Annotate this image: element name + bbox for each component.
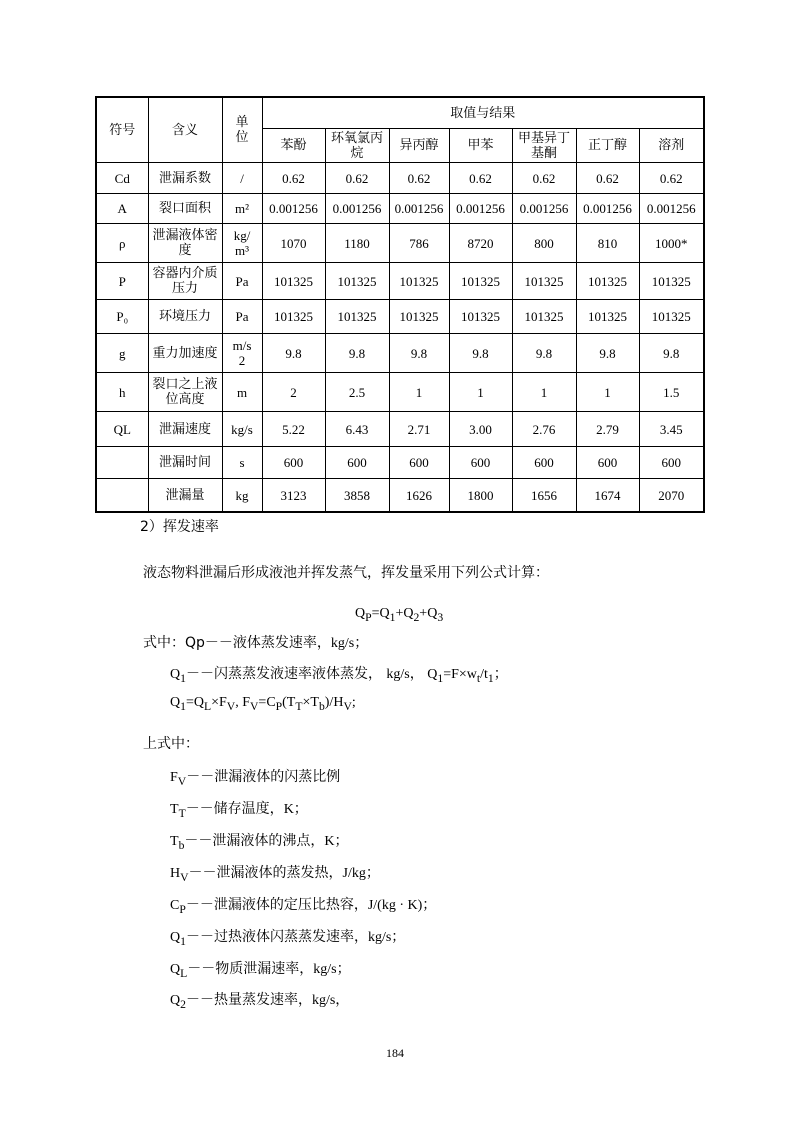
value-cell: 600 (449, 447, 512, 479)
symbol-cell: h (96, 373, 148, 412)
value-cell: 2.79 (576, 412, 639, 447)
value-cell: 786 (389, 224, 449, 263)
meaning-cell: 泄漏系数 (148, 163, 222, 194)
unit-cell: kg/ m³ (222, 224, 262, 263)
value-cell: 600 (639, 447, 704, 479)
symbol-cell: Cd (96, 163, 148, 194)
unit-cell: Pa (222, 263, 262, 300)
def-hv: $H_V--$泄漏液体的蒸发热，J/kg； (170, 865, 380, 884)
column-header: 甲基异丁 基酮 (512, 129, 576, 163)
header-symbol: 符号 (96, 97, 148, 163)
value-cell: 101325 (512, 300, 576, 334)
value-cell: 101325 (576, 263, 639, 300)
value-cell: 101325 (639, 300, 704, 334)
meaning-cell: 泄漏速度 (148, 412, 222, 447)
value-cell: 0.001256 (512, 194, 576, 224)
def-tt: $T_T--$储存温度，K； (170, 801, 308, 820)
value-cell: 0.62 (389, 163, 449, 194)
value-cell: 101325 (262, 263, 325, 300)
value-cell: 101325 (576, 300, 639, 334)
header-unit: 单 位 (222, 97, 262, 163)
unit-cell: kg (222, 479, 262, 513)
value-cell: 9.8 (449, 334, 512, 373)
value-cell: 800 (512, 224, 576, 263)
value-cell: 2070 (639, 479, 704, 513)
def-q2: $Q_2--$热量蒸发速率，kg/s， (170, 992, 350, 1011)
value-cell: 3858 (325, 479, 389, 513)
value-cell: 0.62 (576, 163, 639, 194)
value-cell: 0.001256 (576, 194, 639, 224)
value-cell: 101325 (325, 300, 389, 334)
value-cell: 1 (449, 373, 512, 412)
symbol-cell: P (96, 263, 148, 300)
value-cell: 1180 (325, 224, 389, 263)
value-cell: 1800 (449, 479, 512, 513)
value-cell: 101325 (262, 300, 325, 334)
column-header: 环氧氯丙 烷 (325, 129, 389, 163)
table-row (96, 447, 704, 479)
column-header: 苯酚 (262, 129, 325, 163)
value-cell: 600 (512, 447, 576, 479)
symbol-cell: A (96, 194, 148, 224)
value-cell: 9.8 (389, 334, 449, 373)
value-cell: 101325 (639, 263, 704, 300)
column-header: 异丙醇 (389, 129, 449, 163)
table-row (96, 263, 704, 300)
symbol-cell: g (96, 334, 148, 373)
value-cell: 2 (262, 373, 325, 412)
value-cell: 1.5 (639, 373, 704, 412)
value-cell: 8720 (449, 224, 512, 263)
value-cell: 1 (512, 373, 576, 412)
def-tb: $T_b--$泄漏液体的沸点，K； (170, 833, 349, 852)
unit-cell: m/s 2 (222, 334, 262, 373)
symbol-cell: ρ (96, 224, 148, 263)
table-row (96, 194, 704, 224)
value-cell: 1000* (639, 224, 704, 263)
meaning-cell: 裂口之上液 位高度 (148, 373, 222, 412)
table-row (96, 479, 704, 513)
value-cell: 5.22 (262, 412, 325, 447)
value-cell: 101325 (449, 300, 512, 334)
table-row (96, 163, 704, 194)
value-cell: 1656 (512, 479, 576, 513)
value-cell: 9.8 (262, 334, 325, 373)
value-cell: 9.8 (512, 334, 576, 373)
table-row (96, 334, 704, 373)
meaning-cell: 泄漏时间 (148, 447, 222, 479)
column-header: 正丁醇 (576, 129, 639, 163)
unit-cell: / (222, 163, 262, 194)
table-row (96, 224, 704, 263)
table-row (96, 300, 704, 334)
def-fv: $F_V--$泄漏液体的闪蒸比例 (170, 769, 341, 788)
value-cell: 600 (389, 447, 449, 479)
unit-cell: Pa (222, 300, 262, 334)
value-cell: 1626 (389, 479, 449, 513)
value-cell: 0.62 (449, 163, 512, 194)
symbol-cell (96, 479, 148, 513)
value-cell: 0.62 (512, 163, 576, 194)
sub-heading: 上式中： (143, 736, 199, 752)
column-header: 甲苯 (449, 129, 512, 163)
value-cell: 101325 (325, 263, 389, 300)
value-cell: 0.62 (262, 163, 325, 194)
parameter-table (95, 96, 705, 513)
unit-cell: s (222, 447, 262, 479)
symbol-cell (96, 447, 148, 479)
value-cell: 600 (325, 447, 389, 479)
intro-paragraph: 液态物料泄漏后形成液池并挥发蒸气，挥发量采用下列公式计算： (143, 565, 549, 581)
value-cell: 0.001256 (389, 194, 449, 224)
symbol-cell: P₀ (96, 300, 148, 334)
table-row (96, 412, 704, 447)
column-header: 溶剂 (639, 129, 704, 163)
value-cell: 3.45 (639, 412, 704, 447)
value-cell: 0.001256 (639, 194, 704, 224)
value-cell: 2.76 (512, 412, 576, 447)
value-cell: 1674 (576, 479, 639, 513)
meaning-cell: 容器内介质 压力 (148, 263, 222, 300)
value-cell: 600 (576, 447, 639, 479)
value-cell: 6.43 (325, 412, 389, 447)
header-meaning: 含义 (148, 97, 222, 163)
value-cell: 9.8 (576, 334, 639, 373)
unit-cell: m² (222, 194, 262, 224)
def-ql: $Q_L--$物质泄漏速率，kg/s； (170, 961, 351, 980)
value-cell: 101325 (512, 263, 576, 300)
value-cell: 0.62 (639, 163, 704, 194)
value-cell: 101325 (389, 263, 449, 300)
value-cell: 2.5 (325, 373, 389, 412)
value-cell: 0.001256 (449, 194, 512, 224)
value-cell: 3.00 (449, 412, 512, 447)
unit-cell: m (222, 373, 262, 412)
value-cell: 9.8 (639, 334, 704, 373)
value-cell: 1 (389, 373, 449, 412)
meaning-cell: 环境压力 (148, 300, 222, 334)
page-number: 184 (386, 1046, 404, 1060)
header-group: 取值与结果 (262, 97, 704, 129)
meaning-cell: 泄漏量 (148, 479, 222, 513)
def-qp: 式中：Qp－－液体蒸发速率，kg/s； (143, 635, 369, 651)
value-cell: 1070 (262, 224, 325, 263)
def-q1-formula: $Q_1=Q_L\times F_V$, $F_V=C_P(T_T\times T_b)/H_V$; (170, 695, 356, 713)
value-cell: 3123 (262, 479, 325, 513)
table-row (96, 373, 704, 412)
meaning-cell: 重力加速度 (148, 334, 222, 373)
meaning-cell: 泄漏液体密 度 (148, 224, 222, 263)
value-cell: 9.8 (325, 334, 389, 373)
value-cell: 0.001256 (262, 194, 325, 224)
value-cell: 101325 (449, 263, 512, 300)
value-cell: 0.001256 (325, 194, 389, 224)
unit-cell: kg/s (222, 412, 262, 447)
meaning-cell: 裂口面积 (148, 194, 222, 224)
symbol-cell: QL (96, 412, 148, 447)
main-formula: $Q_P=Q_1+Q_2+Q_3$ (355, 606, 444, 624)
value-cell: 101325 (389, 300, 449, 334)
value-cell: 600 (262, 447, 325, 479)
def-cp: $C_P--$泄漏液体的定压比热容，J/(kg · K)； (170, 897, 437, 916)
def-q1-superheat: $Q_1--$过热液体闪蒸蒸发速率，kg/s； (170, 929, 406, 948)
section-title: 2）挥发速率 (140, 519, 219, 535)
value-cell: 0.62 (325, 163, 389, 194)
def-q1: $Q_1--$闪蒸蒸发液速率液体蒸发， kg/s， $Q_1=F\times w_t/t_1$； (170, 666, 508, 685)
value-cell: 2.71 (389, 412, 449, 447)
value-cell: 1 (576, 373, 639, 412)
value-cell: 810 (576, 224, 639, 263)
